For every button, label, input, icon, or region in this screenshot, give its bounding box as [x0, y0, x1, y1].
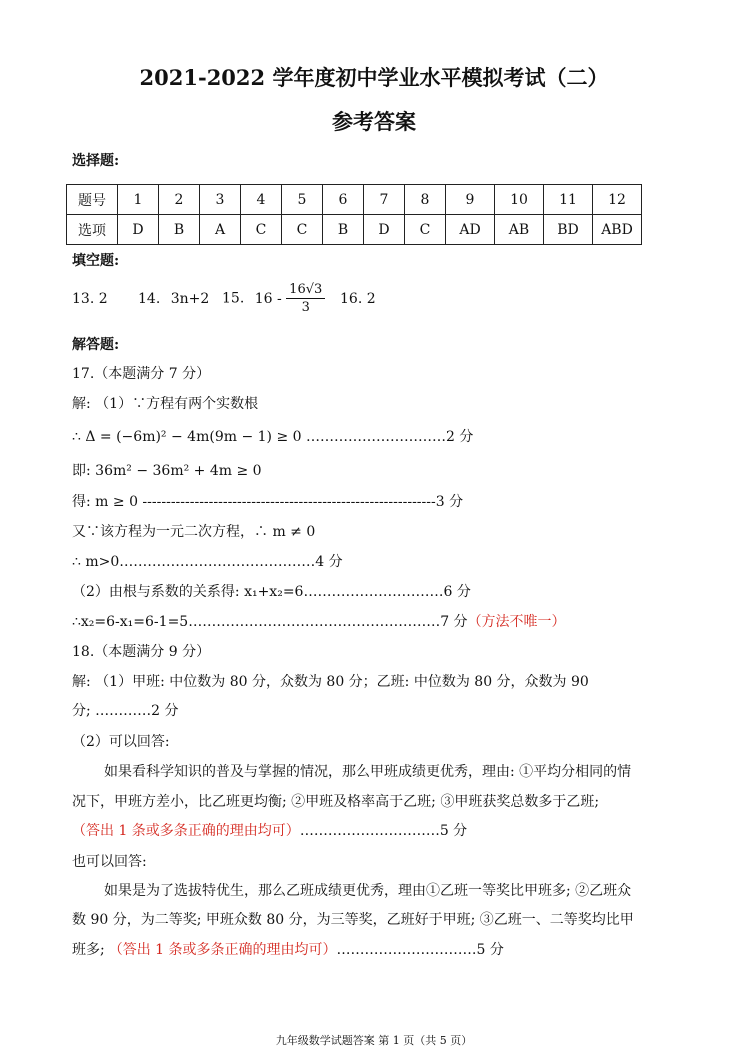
fill-number-15: 15. [222, 290, 245, 307]
answer-cell: AD [446, 215, 495, 245]
q18-line-1: 解: （1）甲班: 中位数为 80 分，众数为 80 分；乙班: 中位数为 80 分，众数为 90 [72, 674, 589, 690]
q17-line-6: ∴ m>0……………………………………4 分 [72, 554, 343, 570]
q18-para2-line-2: 数 90 分，为二等奖; 甲班众数 80 分，为三等奖，乙班好于甲班; ③乙班一、二等奖均比甲 [72, 912, 634, 928]
q17-line-2: ∴ Δ = (−6m)² − 4m(9m − 1) ≥ 0 …………………………2 分 [72, 429, 474, 445]
q18-line-2: 分; …………2 分 [72, 703, 179, 719]
q18-para1-line-2: 况下，甲班方差小，比乙班更均衡; ②甲班及格率高于乙班; ③甲班获奖总数多于乙班; [72, 794, 600, 810]
table-row-label: 题号 [67, 185, 118, 215]
q17-line-1: 解: （1）∵方程有两个实数根 [72, 396, 259, 412]
answer-cell: D [118, 215, 159, 245]
question-number: 1 [118, 185, 159, 215]
fraction [286, 281, 325, 316]
answer-cell: B [323, 215, 364, 245]
question-number: 10 [495, 185, 544, 215]
fill-answer-15 [222, 281, 325, 316]
page-subtitle: 参考答案 [332, 109, 416, 134]
answer-cell: A [200, 215, 241, 245]
q17-line-8-text: ∴x₂=6-x₁=6-1=5………………………………………………7 分 [72, 614, 468, 630]
fill-answer-13: 13. 2 [72, 291, 108, 307]
fill-prefix-15: 16 - [254, 290, 282, 307]
fill-number-14: 14. [138, 291, 161, 307]
answer-table [66, 184, 642, 245]
question-number: 11 [544, 185, 593, 215]
q18-para2-line-3-text: 班多; [72, 942, 105, 958]
fill-answer-16: 16. 2 [340, 291, 376, 307]
fraction-denominator: 3 [301, 300, 310, 315]
fill-expr-14: 3n+2 [170, 291, 210, 307]
fill-answer-14 [138, 291, 209, 307]
answer-cell: C [405, 215, 446, 245]
q17-line-4: 得: m ≥ 0 --------------------------------------------------------------3 分 [72, 494, 464, 510]
q18-para1-line-3 [72, 820, 467, 840]
answer-cell: ABD [593, 215, 642, 245]
q17-line-8 [72, 611, 566, 631]
question-number: 2 [159, 185, 200, 215]
q18-title: 18.（本题满分 9 分） [72, 644, 211, 660]
q17-title: 17.（本题满分 7 分） [72, 366, 211, 382]
q17-line-5: 又∵该方程为一元二次方程，∴ m ≠ 0 [72, 524, 316, 540]
q18-para1-line-1: 如果看科学知识的普及与掌握的情况，那么甲班成绩更优秀，理由: ①平均分相同的情 [104, 764, 632, 780]
question-number: 7 [364, 185, 405, 215]
table-row-label: 选项 [67, 215, 118, 245]
answer-cell: AB [495, 215, 544, 245]
score-leader: …………………………5 分 [336, 942, 504, 958]
q17-line-7: （2）由根与系数的关系得: x₁+x₂=6…………………………6 分 [72, 584, 471, 600]
q18-para2-line-3 [72, 939, 504, 959]
solve-heading: 解答题: [72, 337, 120, 353]
method-note: （方法不唯一） [467, 614, 566, 630]
answer-cell: D [364, 215, 405, 245]
question-number: 4 [241, 185, 282, 215]
reason-note: （答出 1 条或多条正确的理由均可） [72, 823, 300, 839]
page-footer: 九年级数学试题答案 第 1 页（共 5 页） [275, 1034, 473, 1047]
q18-alt: 也可以回答: [72, 854, 147, 870]
question-number: 5 [282, 185, 323, 215]
table-row [67, 215, 642, 245]
fraction-numerator: 16√3 [286, 281, 325, 299]
question-number: 6 [323, 185, 364, 215]
page-title: 2021-2022 学年度初中学业水平模拟考试（二） [139, 65, 609, 90]
question-number: 9 [446, 185, 495, 215]
answer-cell: C [282, 215, 323, 245]
q18-line-3: （2）可以回答: [72, 734, 170, 750]
answer-cell: B [159, 215, 200, 245]
question-number: 8 [405, 185, 446, 215]
question-number: 12 [593, 185, 642, 215]
q18-para2-line-1: 如果是为了选拔特优生，那么乙班成绩更优秀，理由①乙班一等奖比甲班多; ②乙班众 [104, 883, 632, 899]
choice-heading: 选择题: [72, 153, 120, 169]
answer-cell: C [241, 215, 282, 245]
fill-heading: 填空题: [72, 253, 120, 269]
reason-note: （答出 1 条或多条正确的理由均可） [108, 942, 337, 958]
question-number: 3 [200, 185, 241, 215]
answer-cell: BD [544, 215, 593, 245]
table-row [67, 185, 642, 215]
score-leader: …………………………5 分 [299, 823, 468, 839]
q17-line-3: 即: 36m² − 36m² + 4m ≥ 0 [72, 463, 262, 479]
